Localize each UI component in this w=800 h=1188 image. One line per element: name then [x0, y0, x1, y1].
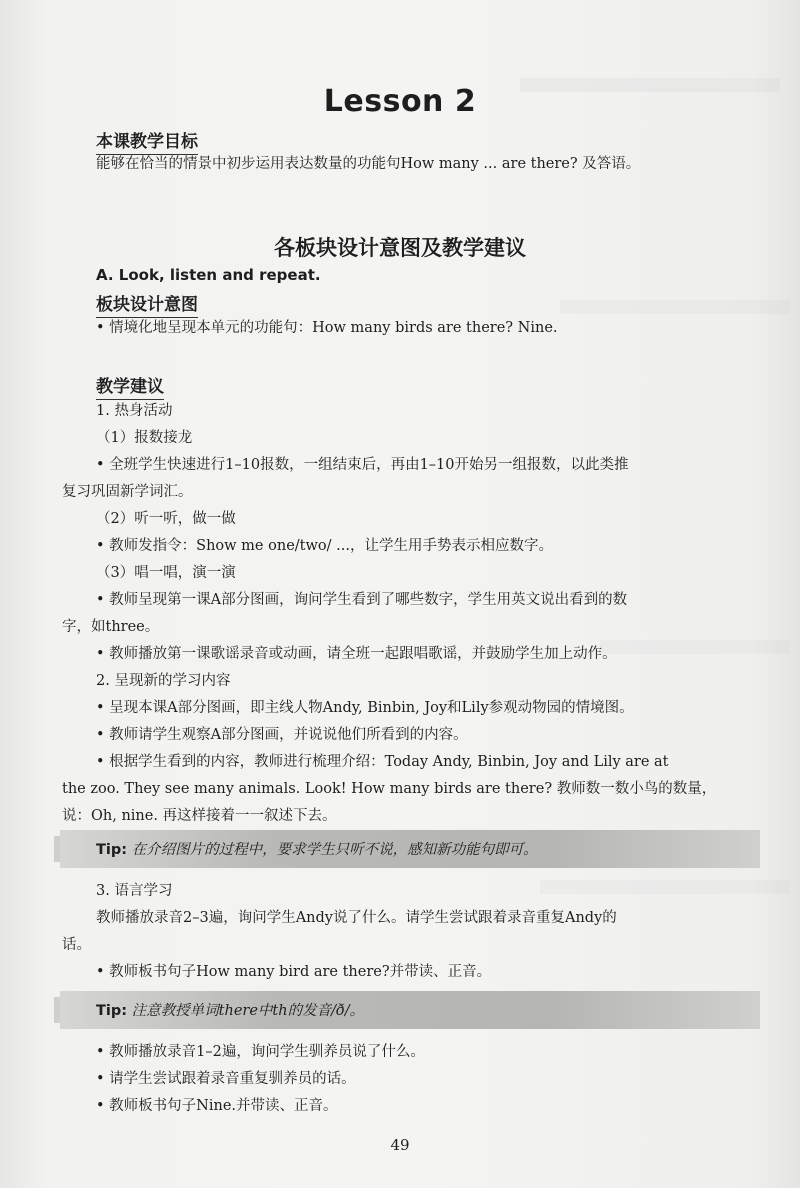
part-a-heading: A. Look, listen and repeat.: [96, 266, 321, 284]
body-line: • 教师播放录音1–2遍，询问学生驯养员说了什么。: [96, 1044, 425, 1060]
tip-label: Tip:: [96, 1003, 128, 1019]
body-line: 话。: [62, 937, 91, 953]
objective-heading: 本课教学目标: [96, 127, 198, 152]
body-line: • 教师板书句子How many bird are there?并带读、正音。: [96, 964, 492, 980]
body-line: • 请学生尝试跟着录音重复驯养员的话。: [96, 1071, 356, 1087]
lesson-title: Lesson 2: [323, 84, 477, 119]
body-line: • 教师请学生观察A部分图画，并说说他们所看到的内容。: [96, 727, 468, 743]
body-line: the zoo. They see many animals. Look! How many birds are there? 教师数一数小鸟的数量，: [62, 781, 717, 797]
body-line: 2. 呈现新的学习内容: [96, 673, 231, 689]
page-number: 49: [390, 1136, 410, 1154]
intent-text: • 情境化地呈现本单元的功能句：How many birds are there? Nine.: [96, 320, 558, 336]
tip-label: Tip:: [96, 842, 128, 858]
body-line: （3）唱一唱，演一演: [96, 565, 236, 581]
body-line: 说：Oh, nine. 再这样接着一一叙述下去。: [62, 808, 337, 824]
tip-text: 在介绍图片的过程中，要求学生只听不说，感知新功能句即可。: [131, 842, 538, 858]
body-line: • 教师发指令：Show me one/two/ ...，让学生用手势表示相应数字。: [96, 538, 553, 554]
body-line: • 教师呈现第一课A部分图画，询问学生看到了哪些数字，学生用英文说出看到的数: [96, 592, 628, 608]
body-line: • 教师板书句子Nine.并带读、正音。: [96, 1098, 338, 1114]
body-line: • 教师播放第一课歌谣录音或动画，请全班一起跟唱歌谣，并鼓励学生加上动作。: [96, 646, 617, 662]
tip-1: [96, 840, 538, 860]
body-line: 1. 热身活动: [96, 403, 173, 419]
body-line: 教师播放录音2–3遍，询问学生Andy说了什么。请学生尝试跟着录音重复Andy的: [96, 910, 617, 926]
suggest-heading: 教学建议: [96, 372, 164, 397]
body-line: 字，如three。: [62, 619, 160, 635]
tip-2: [96, 1001, 364, 1021]
body-line: 3. 语言学习: [96, 883, 173, 899]
tip-text: 注意教授单词there中th的发音/ð/。: [131, 1003, 365, 1019]
intent-heading: 板块设计意图: [96, 290, 198, 315]
body-line: （2）听一听，做一做: [96, 511, 236, 527]
body-line: 复习巩固新学词汇。: [62, 484, 193, 500]
objective-text: 能够在恰当的情景中初步运用表达数量的功能句How many ... are there? 及答语。: [96, 156, 641, 172]
body-line: • 根据学生看到的内容，教师进行梳理介绍：Today Andy, Binbin, Joy and Lily are at: [96, 754, 669, 770]
body-line: • 全班学生快速进行1–10报数，一组结束后，再由1–10开始另一组报数，以此类推: [96, 457, 629, 473]
body-line: • 呈现本课A部分图画，即主线人物Andy, Binbin, Joy和Lily参观动物园的情境图。: [96, 700, 634, 716]
section-title: 各板块设计意图及教学建议: [274, 236, 526, 260]
body-line: （1）报数接龙: [96, 430, 193, 446]
